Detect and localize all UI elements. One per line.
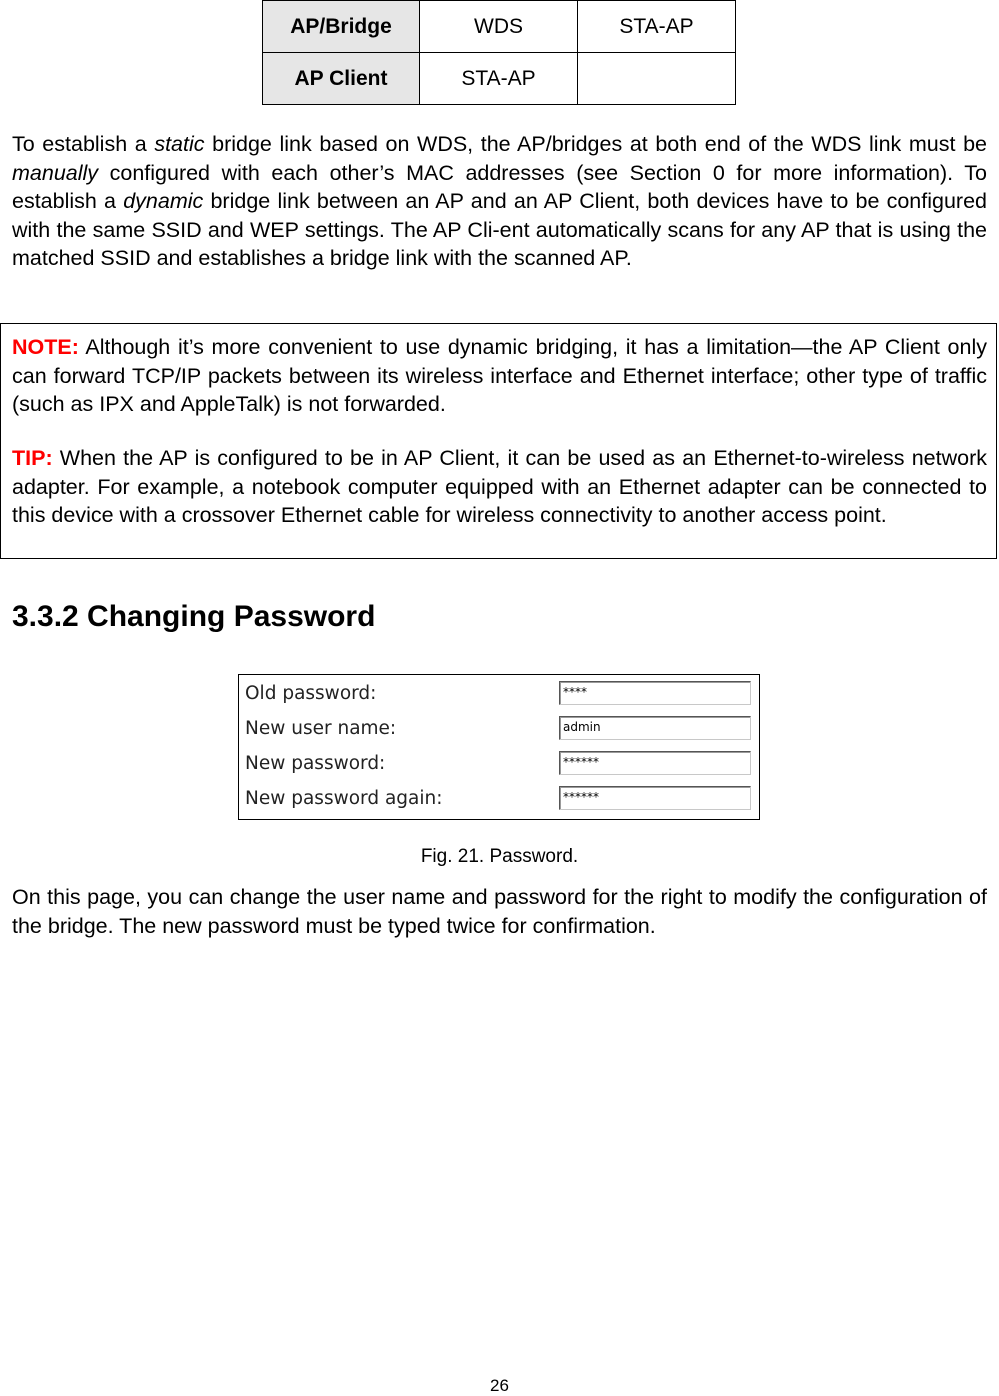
note-paragraph [12, 333, 987, 419]
password-description-paragraph: On this page, you can change the user name and password for the right to modify the configuration of the bridge. The new password must be typed twice for confirmation. [12, 885, 987, 938]
table-cell: STA-AP [420, 53, 578, 105]
emphasis-static: static [154, 132, 205, 156]
section-heading: 3.3.2 Changing Password [12, 600, 376, 633]
page-number: 26 [490, 1376, 509, 1395]
row-header: AP/Bridge [263, 1, 420, 53]
tip-text: When the AP is configured to be in AP Client, it can be used as an Ethernet-to-wireless network adapter. For example, a notebook computer equipped with an Ethernet adapter can be connected to this device with a crossover Ethernet cable for wireless connectivity to another access point. [12, 446, 987, 527]
table-row [263, 53, 736, 105]
new-password-row [245, 750, 753, 778]
bridge-mode-table [262, 0, 736, 105]
password-form-figure [238, 674, 760, 820]
emphasis-manually: manually [12, 160, 99, 185]
new-password-again-input[interactable]: ****** [559, 786, 751, 810]
new-password-again-row [245, 785, 753, 813]
row-header: AP Client [263, 53, 420, 105]
table-cell [578, 53, 736, 105]
new-password-again-label: New password again: [245, 788, 443, 809]
old-password-label: Old password: [245, 683, 377, 704]
bridge-link-paragraph [12, 130, 987, 273]
text-run: bridge link based on WDS, the AP/bridges at both end of the WDS link must be [204, 132, 987, 156]
figure-caption: Fig. 21. Password. [420, 846, 579, 867]
emphasis-dynamic: dynamic [123, 189, 204, 213]
new-user-name-input[interactable]: admin [559, 716, 751, 740]
tip-label: TIP: [12, 446, 53, 470]
table-cell: WDS [420, 1, 578, 53]
note-label: NOTE: [12, 335, 79, 359]
old-password-input[interactable]: **** [559, 681, 751, 705]
new-user-name-label: New user name: [245, 718, 397, 739]
text-run: configured with each other’s MAC addresses (see Section 0 for more information). To establish a [12, 160, 987, 213]
new-user-name-row [245, 715, 753, 743]
new-password-label: New password: [245, 753, 386, 774]
old-password-row [245, 680, 753, 708]
note-text: Although it’s more convenient to use dynamic bridging, it has a limitation—the AP Client only can forward TCP/IP packets between its wireless interface and Ethernet interface; other type of traffic (such as IPX and AppleTalk) is not forwarded. [12, 335, 987, 416]
text-run: bridge link between an AP and an AP Client, both devices have to be configured with the same SSID and WEP settings. The AP Cli-ent automatically scans for any AP that is using the matched SSID and establishes a bridge link with the scanned AP. [12, 189, 987, 270]
table-cell: STA-AP [578, 1, 736, 53]
new-password-input[interactable]: ****** [559, 751, 751, 775]
tip-paragraph [12, 444, 987, 530]
table-row [263, 1, 736, 53]
note-tip-box [0, 323, 997, 559]
text-run: To establish a [12, 132, 155, 156]
